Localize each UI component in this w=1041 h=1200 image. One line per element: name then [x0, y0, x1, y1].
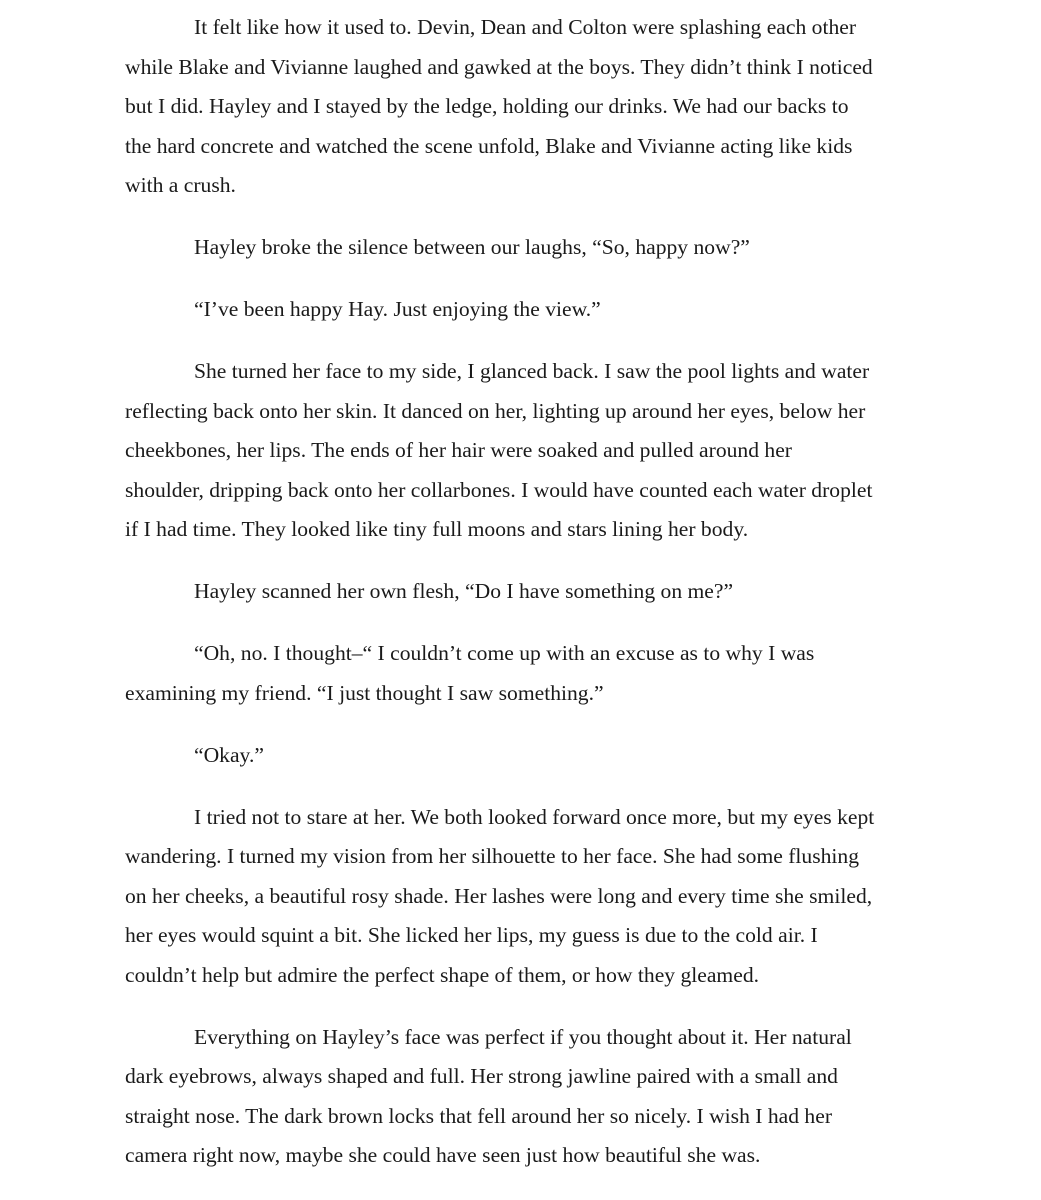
- paragraph-2: [125, 228, 925, 268]
- paragraph-7: [125, 736, 925, 776]
- paragraph-6: [125, 634, 925, 713]
- paragraph-line: cheekbones, her lips. The ends of her hair were soaked and pulled around her: [125, 438, 792, 462]
- story-text: [125, 8, 925, 1198]
- paragraph-line: the hard concrete and watched the scene unfold, Blake and Vivianne acting like kids: [125, 133, 853, 158]
- paragraph-line: Hayley scanned her own flesh, “Do I have something on me?”: [194, 579, 734, 603]
- paragraph-line: straight nose. The dark brown locks that fell around her so nicely. I wish I had her: [125, 1103, 833, 1128]
- paragraph-line: while Blake and Vivianne laughed and gawked at the boys. They didn’t think I noticed: [125, 54, 873, 79]
- paragraph-line: but I did. Hayley and I stayed by the ledge, holding our drinks. We had our backs to: [125, 94, 849, 118]
- paragraph-line: “Oh, no. I thought–“ I couldn’t come up with an excuse as to why I was: [194, 641, 815, 665]
- paragraph-9: [125, 1018, 925, 1176]
- paragraph-5: [125, 572, 925, 612]
- paragraph-line: “Okay.”: [194, 742, 264, 767]
- paragraph-3: [125, 290, 925, 330]
- paragraph-line: with a crush.: [125, 173, 236, 197]
- paragraph-4: [125, 352, 925, 550]
- paragraph-line: if I had time. They looked like tiny full moons and stars lining her body.: [125, 517, 749, 541]
- paragraph-line: Hayley broke the silence between our laughs, “So, happy now?”: [194, 235, 750, 259]
- paragraph-line: examining my friend. “I just thought I saw something.”: [125, 680, 604, 705]
- paragraph-line: It felt like how it used to. Devin, Dean and Colton were splashing each other: [194, 15, 857, 39]
- paragraph-line: dark eyebrows, always shaped and full. Her strong jawline paired with a small and: [125, 1064, 838, 1088]
- paragraph-line: “I’ve been happy Hay. Just enjoying the view.”: [194, 297, 601, 321]
- paragraph-line: Everything on Hayley’s face was perfect if you thought about it. Her natural: [194, 1024, 852, 1049]
- paragraph-line: reflecting back onto her skin. It danced on her, lighting up around her eyes, below her: [125, 398, 866, 423]
- paragraph-line: on her cheeks, a beautiful rosy shade. Her lashes were long and every time she smiled,: [125, 883, 873, 908]
- paragraph-line: her eyes would squint a bit. She licked her lips, my guess is due to the cold air. I: [125, 923, 818, 947]
- paragraph-8: [125, 798, 925, 996]
- paragraph-line: wandering. I turned my vision from her silhouette to her face. She had some flushing: [125, 844, 860, 868]
- paragraph-1: [125, 8, 925, 206]
- paragraph-line: I tried not to stare at her. We both looked forward once more, but my eyes kept: [194, 804, 875, 829]
- paragraph-line: couldn’t help but admire the perfect shape of them, or how they gleamed.: [125, 962, 760, 987]
- paragraph-line: camera right now, maybe she could have seen just how beautiful she was.: [125, 1143, 761, 1167]
- paragraph-line: She turned her face to my side, I glanced back. I saw the pool lights and water: [194, 359, 870, 383]
- paragraph-line: shoulder, dripping back onto her collarbones. I would have counted each water droplet: [125, 477, 873, 502]
